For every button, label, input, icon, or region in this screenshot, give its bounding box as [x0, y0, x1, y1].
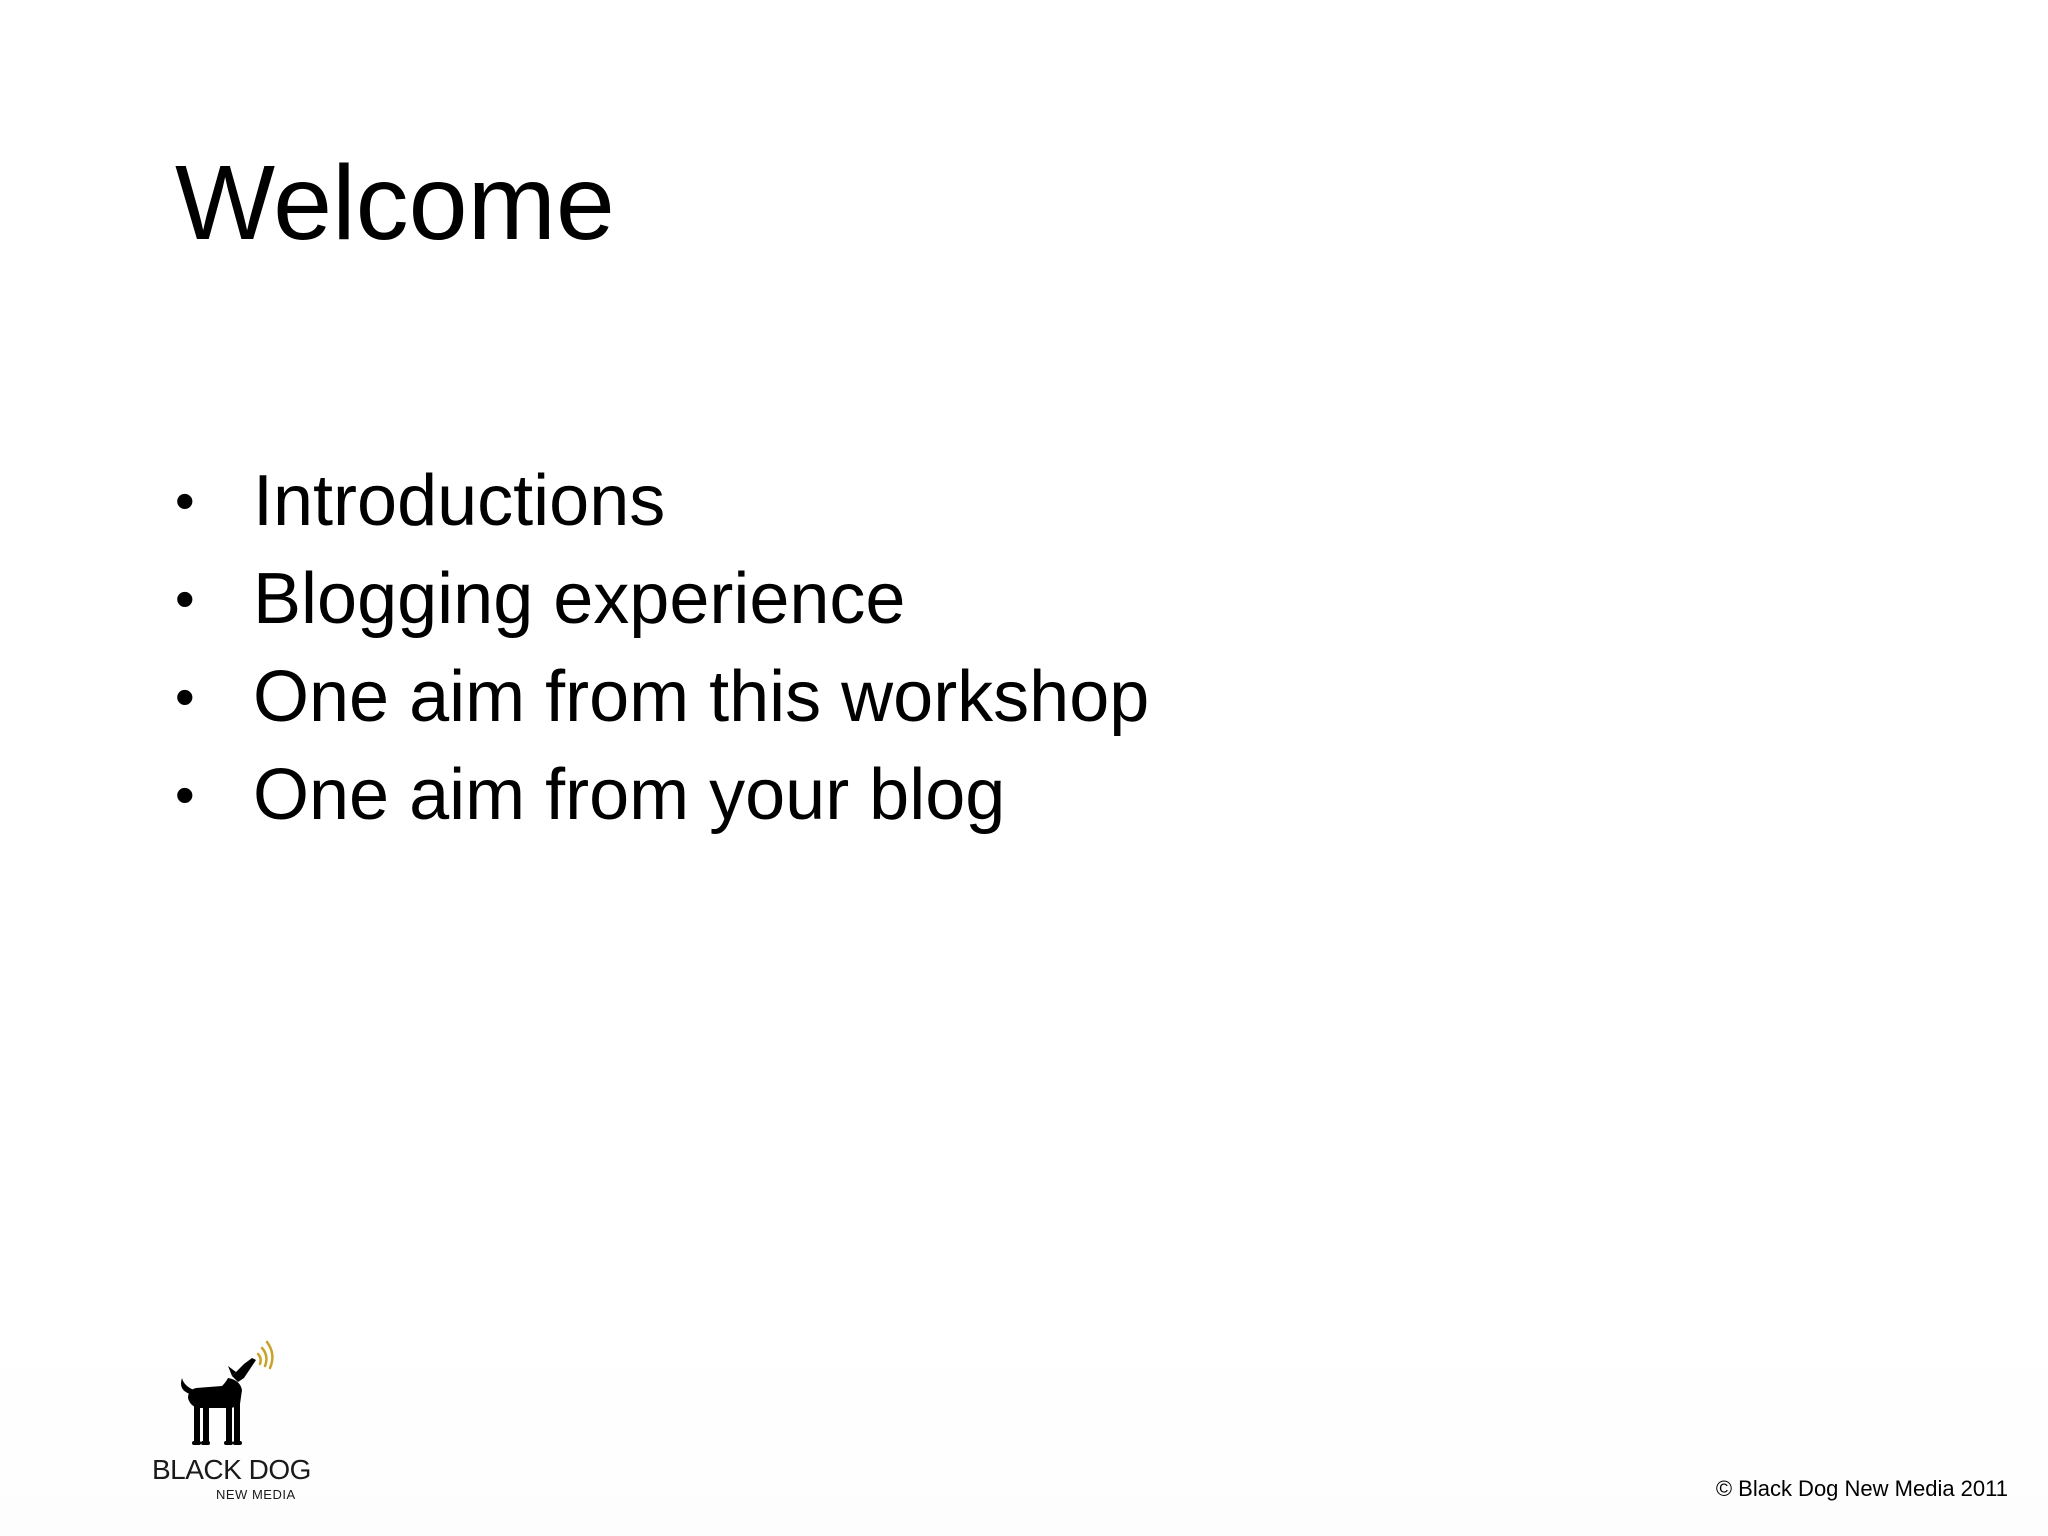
- bullet-text: One aim from your blog: [253, 755, 1006, 835]
- copyright-notice: © Black Dog New Media 2011: [1715, 1476, 2008, 1501]
- barking-dog-icon: [148, 1338, 308, 1458]
- slide-title: Welcome: [175, 144, 615, 262]
- bullet-text: Introductions: [253, 461, 666, 541]
- logo-text-secondary: NEW MEDIA: [216, 1487, 296, 1502]
- company-logo: [148, 1338, 311, 1508]
- bullet-text: Blogging experience: [253, 559, 906, 639]
- bullet-dot: •: [175, 469, 195, 532]
- logo-text-primary: BLACK DOG: [152, 1454, 311, 1485]
- sound-waves-icon: [258, 1342, 272, 1368]
- bullet-dot: •: [175, 665, 195, 728]
- bullet-dot: •: [175, 567, 195, 630]
- bullet-text: One aim from this workshop: [253, 657, 1150, 737]
- bullet-dot: •: [175, 763, 195, 826]
